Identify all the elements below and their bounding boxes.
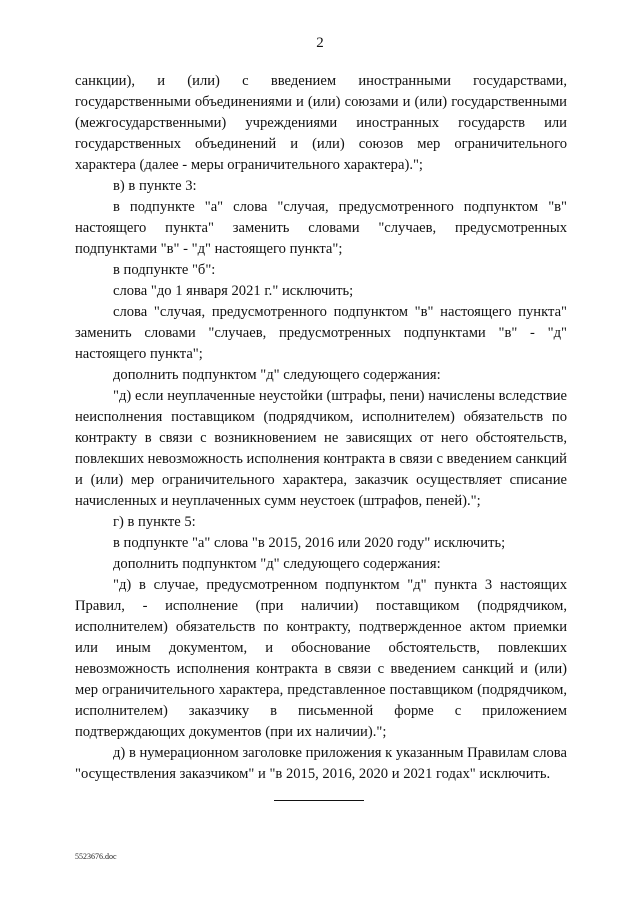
paragraph: слова "случая, предусмотренного подпунктом "в" настоящего пункта" заменить словами "случаев, предусмотренных подпунктами "в" - "д" настоящего пункта"; (75, 304, 567, 362)
paragraph: д) в нумерационном заголовке приложения к указанным Правилам слова "осуществления заказчиком" и "в 2015, 2016, 2020 и 2021 годах" исключить. (75, 745, 567, 782)
paragraph: "д) в случае, предусмотренном подпунктом "д" пункта 3 настоящих Правил, - исполнение (при наличии) поставщиком (подрядчиком, исполнителем) обязательств по контракту, подтвержденное актом приемки или иным документом, и обоснование обстоятельств, повлекших невозможность исполнения контракта в связи с введением санкций и (или) мер ограничительного характера, представленное поставщиком (подрядчиком, исполнителем) заказчику в письменной форме с приложением подтверждающих документов (при их наличии)."; (75, 577, 567, 740)
separator-line (274, 800, 364, 801)
page-number: 2 (316, 35, 324, 51)
paragraph: г) в пункте 5: (113, 514, 196, 530)
paragraph: слова "до 1 января 2021 г." исключить; (113, 283, 354, 299)
paragraph: в) в пункте 3: (113, 178, 197, 194)
paragraph: "д) если неуплаченные неустойки (штрафы, пени) начислены вследствие неисполнения поставщиком (подрядчиком, исполнителем) обязательств по контракту в связи с возникновением не зависящих от него обстоятельств, повлекших невозможность исполнения контракта в связи с введением санкций и (или) мер ограничительного характера, заказчик осуществляет списание начисленных и неуплаченных сумм неустоек (штрафов, пеней)."; (75, 388, 567, 509)
paragraph: санкции), и (или) с введением иностранными государствами, государственными объединениями и (или) союзами и (или) государственными (межгосударственными) учреждениями иностранных государств или государственных объединений и (или) союзов мер ограничительного характера (далее - меры ограничительного характера)."; (75, 73, 567, 173)
body-text (75, 71, 567, 785)
paragraph: в подпункте "б": (113, 262, 216, 278)
paragraph: в подпункте "а" слова "случая, предусмотренного подпунктом "в" настоящего пункта" заменить словами "случаев, предусмотренных подпунктами "в" - "д" настоящего пункта"; (75, 199, 567, 257)
paragraph: в подпункте "а" слова "в 2015, 2016 или 2020 году" исключить; (113, 535, 506, 551)
paragraph: дополнить подпунктом "д" следующего содержания: (113, 367, 441, 383)
paragraph: дополнить подпунктом "д" следующего содержания: (113, 556, 441, 572)
footer-filename: 5523676.doc (75, 852, 117, 861)
